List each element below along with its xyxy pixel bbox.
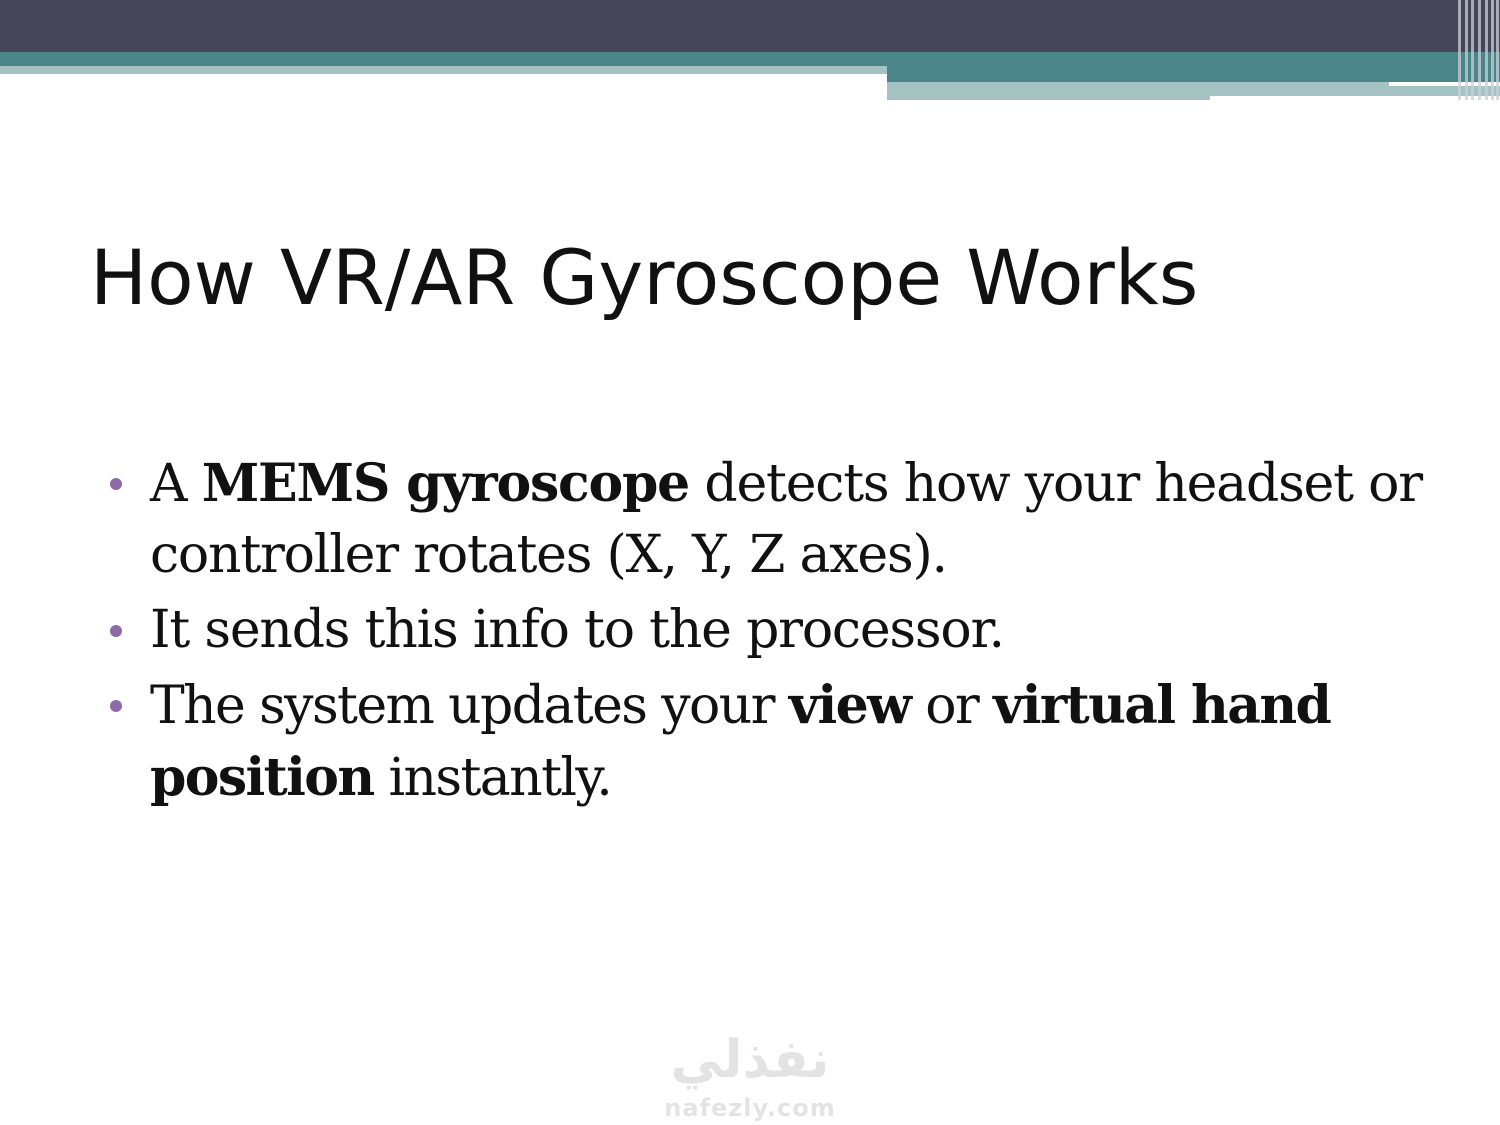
bullet-text-segment: instantly. — [373, 748, 612, 808]
bullet-text-bold: virtual hand position — [150, 675, 1331, 808]
header-band-teal-right — [887, 66, 1500, 82]
bullet-dot-icon — [110, 478, 122, 490]
header-stripes — [1455, 0, 1500, 100]
watermark-logo — [650, 1030, 850, 1125]
bullet-text-bold: MEMS gyroscope — [201, 453, 690, 514]
header-band-teal — [0, 52, 1500, 66]
bullet-text-segment: detects how your headset or controller rotates (X, Y, Z axes). — [150, 454, 1422, 585]
bullet-dot-icon — [110, 625, 122, 637]
slide-title: How VR/AR Gyroscope Works — [90, 233, 1199, 322]
bullet-item — [110, 595, 1430, 666]
bullet-text-segment: or — [910, 676, 994, 736]
bullet-item — [110, 448, 1430, 591]
watermark-arabic: نفذلي — [670, 1030, 830, 1090]
bullet-text — [150, 454, 1422, 585]
header-band-light-left — [0, 66, 887, 74]
bullet-text-segment: A — [150, 454, 202, 514]
header-band-dark — [0, 0, 1500, 52]
bullet-text — [150, 600, 1004, 660]
bullet-dot-icon — [110, 700, 122, 712]
bullet-text-bold: view — [788, 675, 911, 736]
bullet-list — [110, 448, 1430, 818]
bullet-item — [110, 670, 1430, 814]
bullet-text — [150, 676, 1330, 808]
bullet-text-segment: The system updates your — [150, 676, 789, 736]
bullet-text-segment: It sends this info to the processor. — [150, 600, 1004, 660]
watermark-url: nafezly.com — [664, 1094, 836, 1122]
